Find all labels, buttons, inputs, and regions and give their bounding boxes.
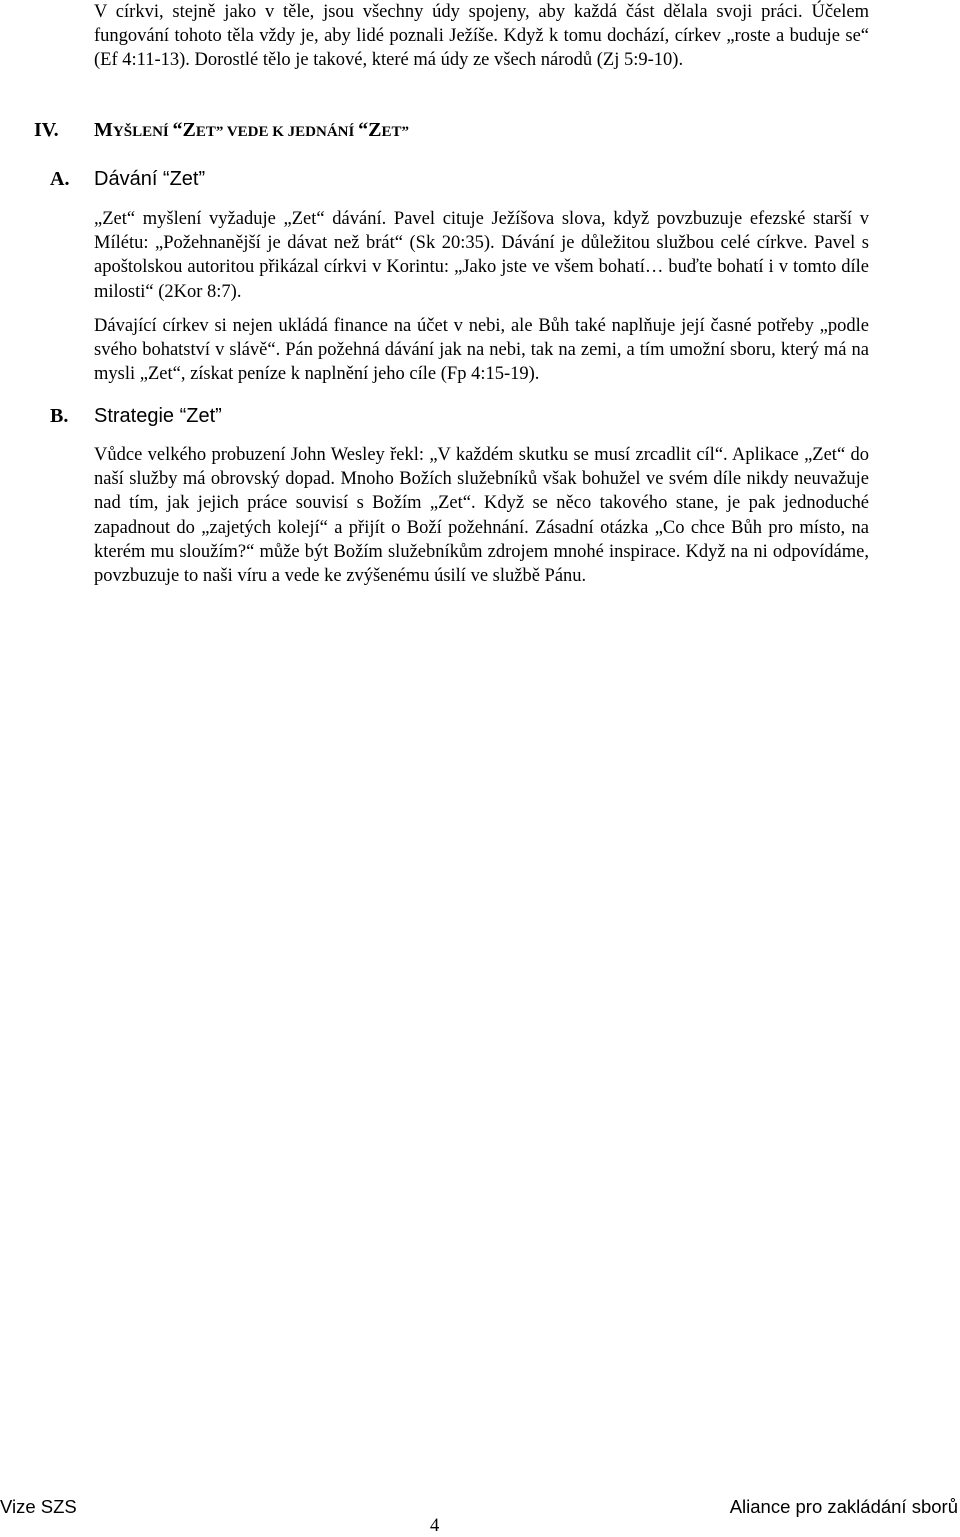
intro-paragraph: V církvi, stejně jako v těle, jsou všechny údy spojeny, aby každá část dělala svoji práci. Účelem fungování tohoto těla vždy je, aby lidé poznali Ježíše. Když k tomu dochází, církev „roste a buduje se“ (Ef 4:11-13). Dorostlé tělo je takové, které má údy ze všech národů (Zj 5:9-10). [94, 2, 869, 71]
footer-right: Aliance pro zakládání sborů [729, 1496, 958, 1517]
page-number: 4 [430, 1516, 440, 1536]
section-b-heading [50, 405, 222, 428]
section-iv-number: IV. [34, 119, 59, 141]
section-a-letter: A. [50, 168, 70, 190]
section-b-letter: B. [50, 405, 69, 427]
footer-left: Vize SZS [0, 1496, 77, 1517]
section-a-title: Dávání “Zet” [94, 168, 206, 190]
section-b-paragraph-1: Vůdce velkého probuzení John Wesley řekl: „V každém skutku se musí zrcadlit cíl“. Aplikace „Zet“ do naší služby má obrovský dopad. Mnoho Božích služebníků však bohužel ve svém díle nikdy neuvažuje nad tím, jak jejich práce souvisí s Božím „Zet“. Když se něco takového stane, je pak jednoduché zapadnout do „zajetých kolejí“ a přijít o Boží požehnání. Zásadní otázka „Co chce Bůh pro místo, na kterém mu sloužím?“ může být Božím služebníkům zdrojem mnohé inspirace. Když na ni odpovídáme, povzbuzuje to naši víru a vede ke zvýšenému úsilí ve službě Pánu. [94, 445, 869, 587]
section-b-title: Strategie “Zet” [94, 405, 222, 427]
section-a-paragraph-1: „Zet“ myšlení vyžaduje „Zet“ dávání. Pavel cituje Ježíšova slova, když povzbuzuje efezské starší v Mílétu: „Požehnanější je dávat než brát“ (Sk 20:35). Dávání je důležitou službou celé církve. Pavel s apoštolskou autoritou přikázal církvi v Korintu: „Jako jste ve všem bohatí… buďte bohatí i v tomto díle milosti“ (2Kor 8:7). [94, 209, 869, 302]
section-a-heading [50, 168, 205, 191]
section-iv-heading: IV. MYŠLENÍ “ZET” VEDE K JEDNÁNÍ “ZET” [34, 119, 409, 141]
section-a-paragraph-2: Dávající církev si nejen ukládá finance na účet v nebi, ale Bůh také naplňuje její časné potřeby „podle svého bohatství v slávě“. Pán požehná dávání jak na nebi, tak na zemi, a tím umožní sboru, který má na mysli „Zet“, získat peníze k naplnění jeho cíle (Fp 4:15-19). [94, 316, 869, 385]
